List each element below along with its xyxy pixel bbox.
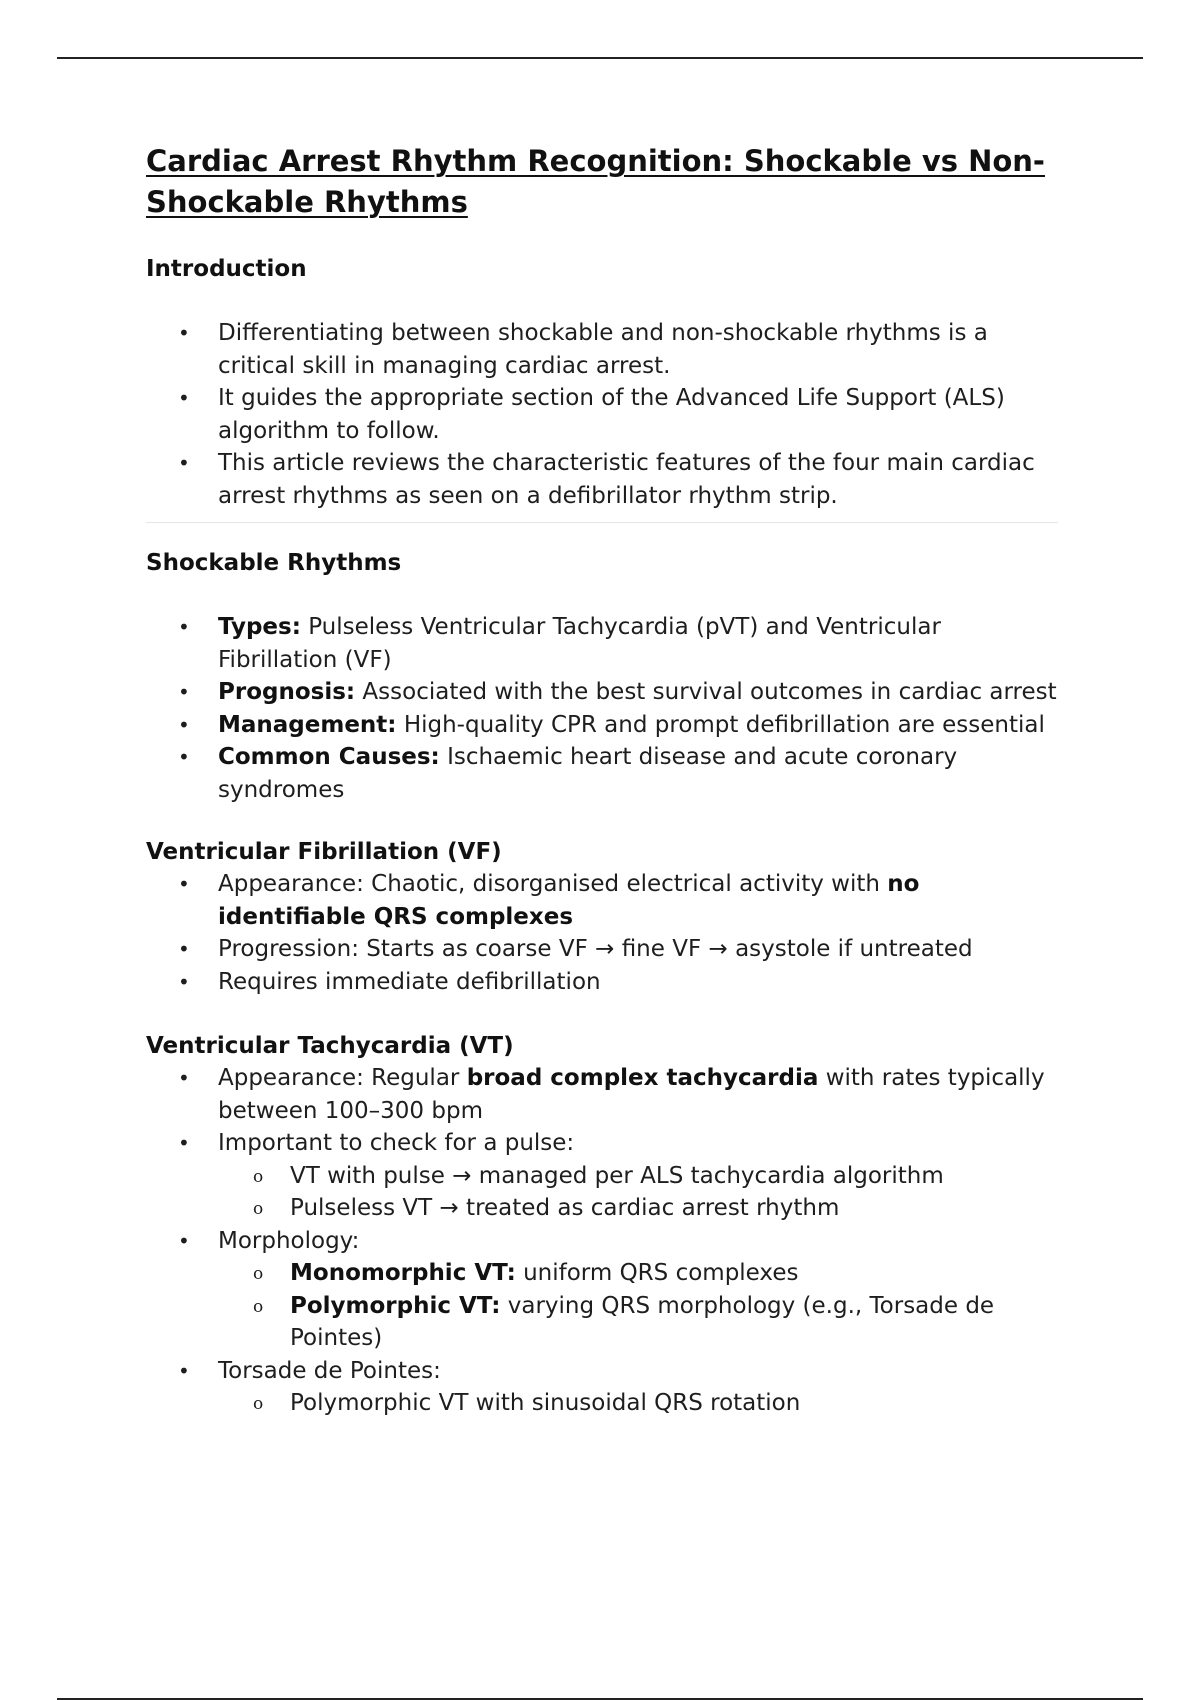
sub-list-item — [218, 1257, 1066, 1290]
list-item — [146, 1355, 1066, 1420]
item-text: High-quality CPR and prompt defibrillation are essential — [403, 711, 1045, 738]
list-item — [146, 676, 1066, 709]
item-text: Appearance: Chaotic, disorganised electrical activity with — [218, 871, 880, 897]
list-item — [146, 611, 1066, 676]
item-text: Torsade de Pointes: — [218, 1357, 441, 1384]
item-text: Pulseless Ventricular Tachycardia (pVT) and Ventricular Fibrillation (VF) — [218, 614, 941, 673]
section-heading-introduction: Introduction — [146, 256, 307, 282]
list-item: • Progression: Starts as coarse VF → fine VF → asystole if untreated — [146, 933, 1066, 966]
item-label: Polymorphic VT: — [290, 1292, 501, 1319]
torsade-sublist — [218, 1387, 1066, 1420]
list-item: • Differentiating between shockable and non-shockable rhythms is a critical skill in managing cardiac arrest. — [146, 317, 1066, 382]
vt-list — [146, 1062, 1066, 1420]
sub-list-item — [218, 1290, 1066, 1355]
item-label: Common Causes: — [218, 744, 440, 770]
item-text: Appearance: Regular — [218, 1065, 460, 1091]
pulse-sublist — [218, 1160, 1066, 1225]
top-rule — [57, 57, 1143, 59]
list-item: • Requires immediate defibrillation — [146, 966, 1066, 999]
sub-list-item: o Polymorphic VT with sinusoidal QRS rotation — [218, 1387, 1066, 1420]
list-item — [146, 1225, 1066, 1355]
item-label: Types: — [218, 614, 301, 640]
section-divider — [146, 522, 1058, 523]
item-label: Monomorphic VT: — [290, 1260, 516, 1286]
item-label: Management: — [218, 711, 397, 738]
list-item — [146, 1062, 1066, 1127]
list-item — [146, 709, 1066, 742]
morphology-sublist — [218, 1257, 1066, 1355]
item-text: with rates typically between 100–300 bpm — [218, 1065, 1045, 1124]
item-text: Associated with the best survival outcomes in cardiac arrest — [362, 679, 1057, 705]
item-text: varying QRS morphology (e.g., Torsade de Pointes) — [290, 1292, 995, 1351]
sub-list-item: o VT with pulse → managed per ALS tachycardia algorithm — [218, 1160, 1066, 1193]
item-label: Prognosis: — [218, 679, 356, 705]
sub-list-item: o Pulseless VT → treated as cardiac arrest rhythm — [218, 1192, 1066, 1225]
page-title: Cardiac Arrest Rhythm Recognition: Shockable vs Non-Shockable Rhythms — [146, 144, 1045, 219]
item-text: uniform QRS complexes — [523, 1260, 799, 1286]
item-text: Morphology: — [218, 1227, 360, 1254]
vf-list — [146, 868, 1066, 998]
document-body — [146, 141, 1066, 1420]
list-item — [146, 1127, 1066, 1225]
section-heading-shockable: Shockable Rhythms — [146, 550, 402, 576]
introduction-list — [146, 317, 1066, 512]
list-item — [146, 741, 1066, 806]
item-text: Ischaemic heart disease and acute coronary syndromes — [218, 744, 958, 803]
shockable-list — [146, 611, 1066, 806]
list-item: • This article reviews the characteristic features of the four main cardiac arrest rhythms as seen on a defibrillator rhythm strip. — [146, 447, 1066, 512]
item-text: Important to check for a pulse: — [218, 1130, 575, 1156]
list-item: • It guides the appropriate section of the Advanced Life Support (ALS) algorithm to follow. — [146, 382, 1066, 447]
list-item — [146, 868, 1066, 933]
item-emphasis: no identifiable QRS complexes — [218, 871, 920, 930]
item-emphasis: broad complex tachycardia — [466, 1065, 819, 1091]
section-heading-vt: Ventricular Tachycardia (VT) — [146, 1033, 514, 1059]
section-heading-vf: Ventricular Fibrillation (VF) — [146, 839, 502, 865]
